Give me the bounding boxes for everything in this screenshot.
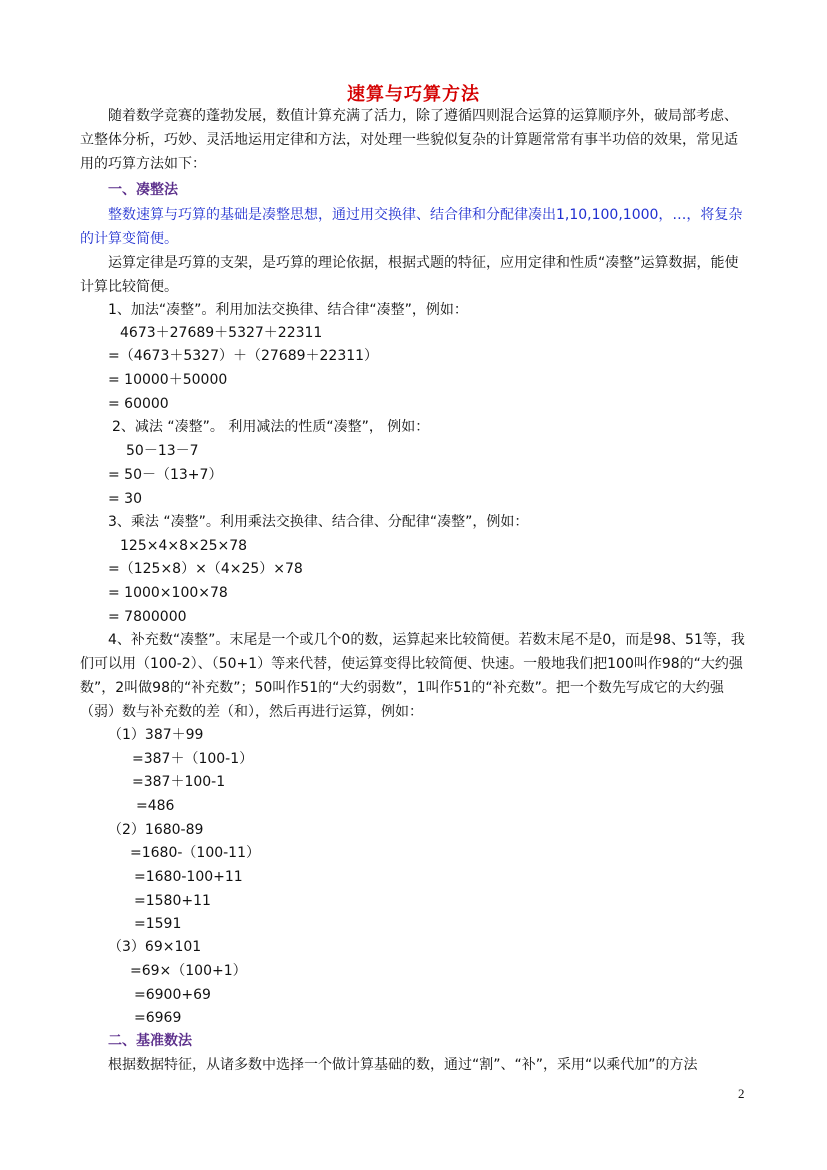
subtraction-title: 2、减法 “凑整”。 利用减法的性质“凑整”， 例如：	[112, 419, 430, 435]
section1-heading: 一、凑整法	[108, 182, 178, 198]
example1-line-3: =387＋100-1	[132, 774, 226, 790]
example3-line-4: =6969	[134, 1010, 182, 1026]
multiplication-line-4: = 7800000	[108, 609, 187, 625]
subtraction-line-3: = 30	[108, 491, 142, 507]
example2-line-3: =1680-100+11	[134, 869, 243, 885]
subtraction-line-2: = 50－（13+7）	[108, 467, 223, 483]
multiplication-line-3: = 1000×100×78	[108, 585, 228, 601]
section2-heading: 二、基准数法	[108, 1033, 192, 1049]
example2-line-2: =1680-（100-11）	[130, 845, 260, 861]
addition-line-2: =（4673＋5327）＋（27689＋22311）	[108, 348, 379, 364]
example3-line-3: =6900+69	[134, 987, 211, 1003]
example2-line-4: =1580+11	[134, 893, 211, 909]
multiplication-title: 3、乘法 “凑整”。利用乘法交换律、结合律、分配律“凑整”，例如：	[108, 514, 529, 530]
example1-line-2: =387＋（100-1）	[132, 751, 254, 767]
addition-line-4: = 60000	[108, 396, 169, 412]
section1-highlight: 整数速算与巧算的基础是凑整思想，通过用交换律、结合律和分配律凑出1,10,100,1000，…，将复杂的计算变简便。	[80, 207, 743, 247]
page-number: 2	[738, 1086, 745, 1101]
multiplication-line-2: =（125×8）×（4×25）×78	[108, 561, 303, 577]
addition-title: 1、加法“凑整”。利用加法交换律、结合律“凑整”，例如：	[108, 302, 468, 318]
example1-line-4: =486	[136, 798, 175, 814]
section2-paragraph: 根据数据特征，从诸多数中选择一个做计算基础的数，通过“割”、“补”，采用“以乘代加”的方法	[108, 1057, 698, 1073]
multiplication-line-1: 125×4×8×25×78	[120, 538, 248, 554]
example2-line-1: （2）1680-89	[108, 822, 204, 838]
complement-paragraph: 4、补充数“凑整”。末尾是一个或几个0的数，运算起来比较简便。若数末尾不是0，而是98、51等，我们可以用（100-2）、（50+1）等来代替，使运算变得比较简便、快速。一般地我们把100叫作98的“大约强数”，2叫做98的“补充数”；50叫作51的“大约弱数”，1叫作51的“补充数”。把一个数先写成它的大约强（弱）数与补充数的差（和），然后再进行运算，例如：	[80, 632, 745, 720]
intro-paragraph: 随着数学竞赛的蓬勃发展，数值计算充满了活力，除了遵循四则混合运算的运算顺序外，破局部考虑、立整体分析，巧妙、灵活地运用定律和方法，对处理一些貌似复杂的计算题常常有事半功倍的效果，常见适用的巧算方法如下：	[80, 108, 738, 172]
example1-line-1: （1）387＋99	[108, 727, 204, 743]
page-title: 速算与巧算方法	[347, 84, 480, 105]
example2-line-5: =1591	[134, 916, 182, 932]
addition-line-1: 4673＋27689＋5327＋22311	[120, 325, 323, 341]
section1-paragraph: 运算定律是巧算的支架，是巧算的理论依据，根据式题的特征，应用定律和性质“凑整”运算数据，能使计算比较简便。	[80, 255, 739, 295]
example3-line-2: =69×（100+1）	[130, 963, 247, 979]
subtraction-line-1: 50－13－7	[126, 443, 199, 459]
example3-line-1: （3）69×101	[108, 939, 202, 955]
addition-line-3: = 10000＋50000	[108, 372, 228, 388]
